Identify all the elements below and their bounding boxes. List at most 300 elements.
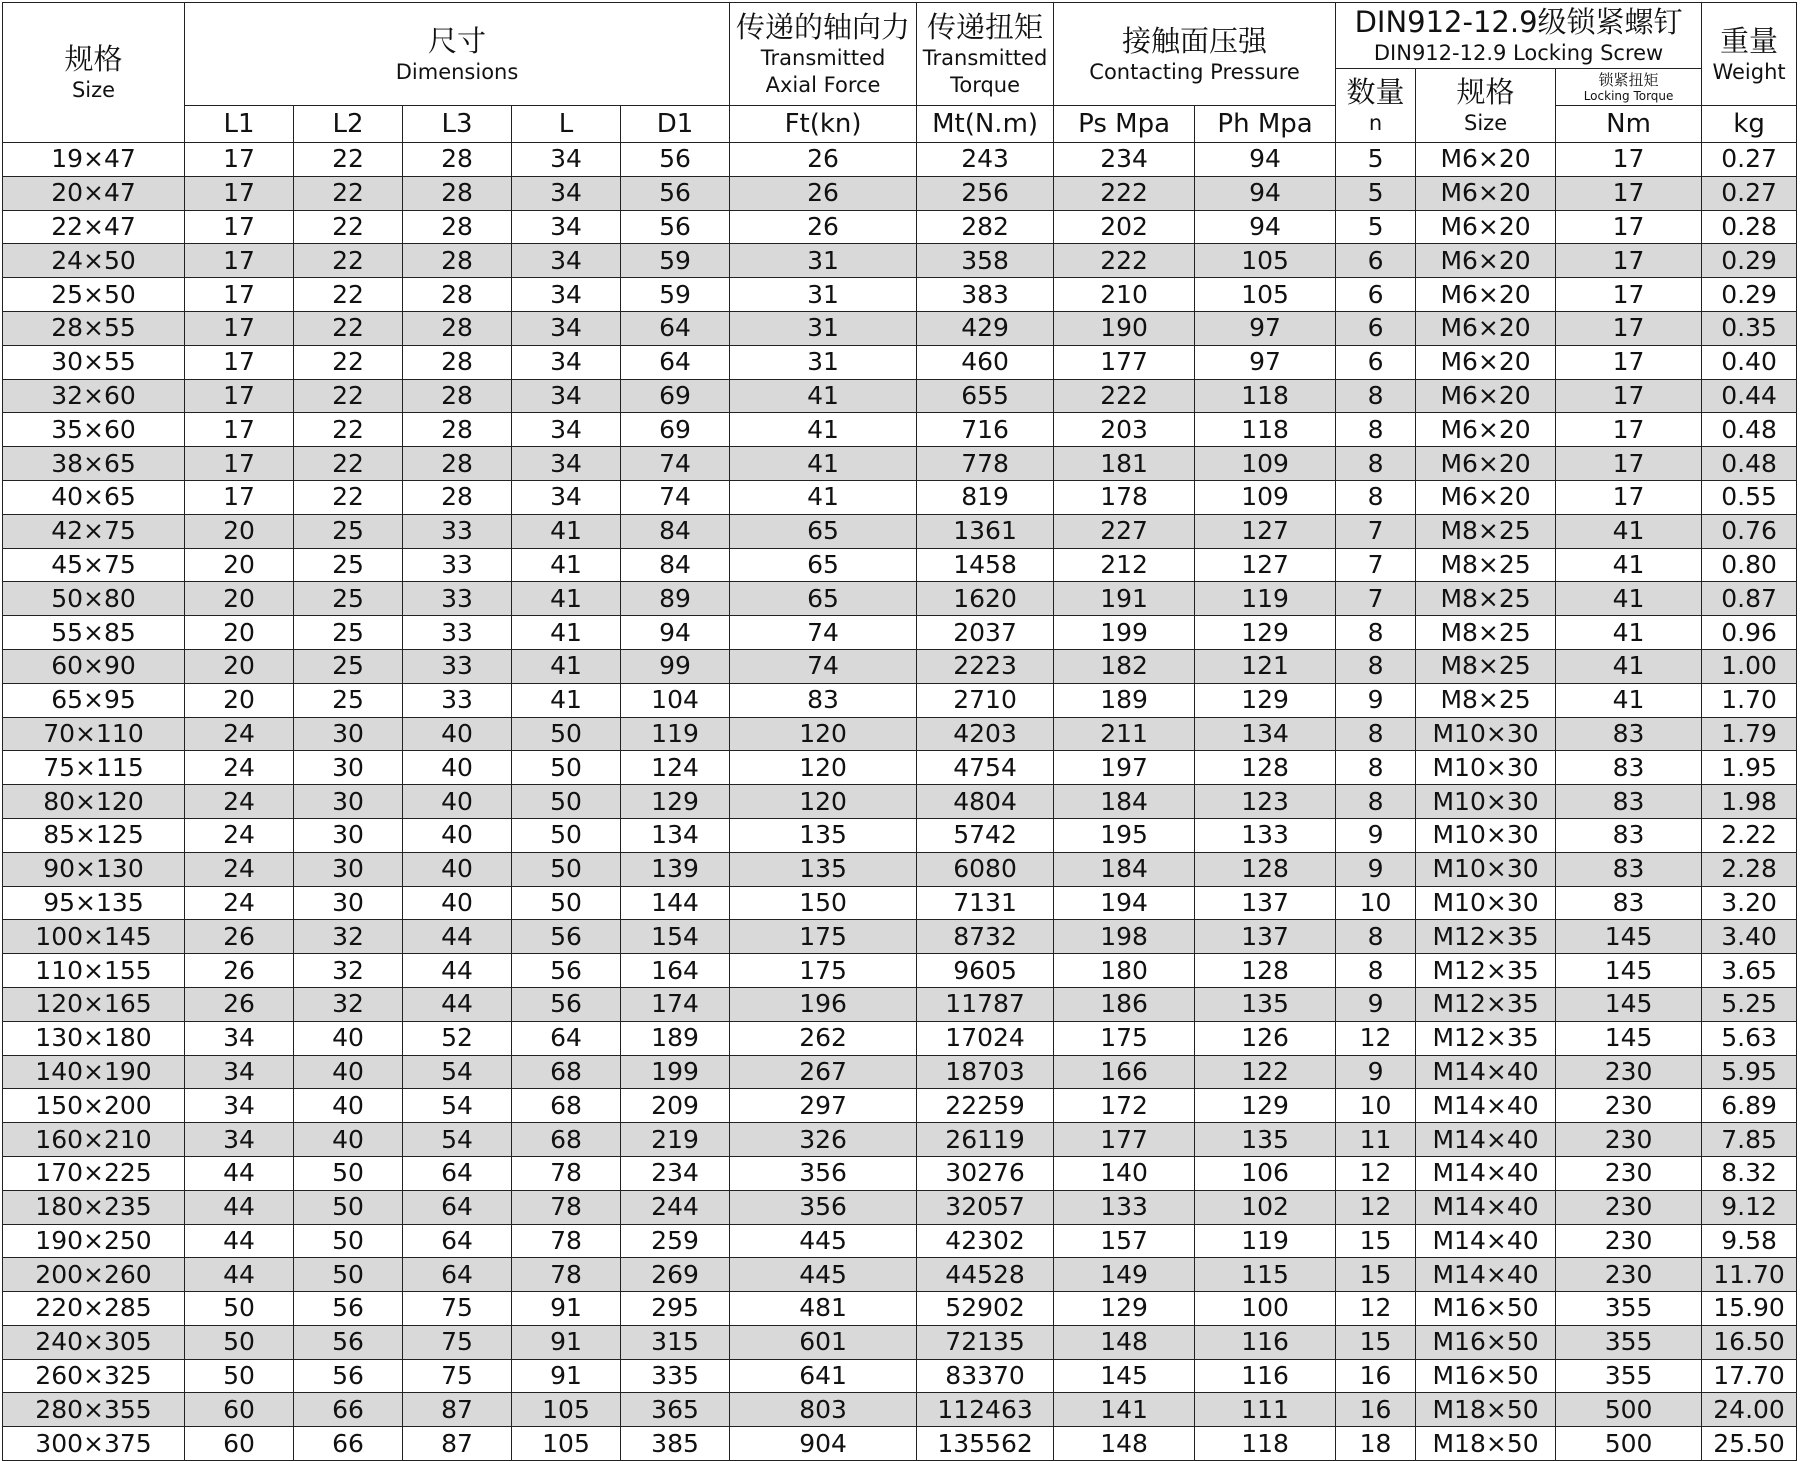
cell-l3: 28 bbox=[403, 379, 512, 413]
cell-d1: 134 bbox=[621, 818, 730, 852]
cell-d1: 64 bbox=[621, 345, 730, 379]
cell-l3: 28 bbox=[403, 278, 512, 312]
cell-kg: 9.58 bbox=[1702, 1224, 1797, 1258]
cell-ft: 65 bbox=[730, 514, 917, 548]
cell-ft: 297 bbox=[730, 1089, 917, 1123]
cell-screw-size: M14×40 bbox=[1416, 1190, 1556, 1224]
cell-d1: 189 bbox=[621, 1021, 730, 1055]
header-dimensions bbox=[185, 3, 730, 106]
cell-l3: 28 bbox=[403, 244, 512, 278]
cell-ps: 210 bbox=[1054, 278, 1195, 312]
cell-l1: 24 bbox=[185, 717, 294, 751]
cell-l2: 56 bbox=[294, 1292, 403, 1326]
cell-n: 8 bbox=[1336, 616, 1416, 650]
cell-size: 200×260 bbox=[3, 1258, 185, 1292]
cell-size: 20×47 bbox=[3, 176, 185, 210]
cell-nm: 41 bbox=[1556, 582, 1702, 616]
table-row bbox=[3, 954, 1797, 988]
cell-ph: 111 bbox=[1195, 1393, 1336, 1427]
cell-nm: 230 bbox=[1556, 1123, 1702, 1157]
cell-nm: 17 bbox=[1556, 210, 1702, 244]
cell-screw-size: M12×35 bbox=[1416, 920, 1556, 954]
cell-kg: 25.50 bbox=[1702, 1427, 1797, 1461]
cell-kg: 16.50 bbox=[1702, 1325, 1797, 1359]
cell-ph: 129 bbox=[1195, 616, 1336, 650]
cell-nm: 230 bbox=[1556, 1089, 1702, 1123]
cell-l1: 24 bbox=[185, 785, 294, 819]
cell-l2: 50 bbox=[294, 1258, 403, 1292]
cell-l2: 50 bbox=[294, 1156, 403, 1190]
cell-n: 9 bbox=[1336, 987, 1416, 1021]
cell-l: 56 bbox=[512, 987, 621, 1021]
cell-ps: 184 bbox=[1054, 785, 1195, 819]
cell-kg: 11.70 bbox=[1702, 1258, 1797, 1292]
cell-d1: 119 bbox=[621, 717, 730, 751]
cell-l2: 30 bbox=[294, 717, 403, 751]
cell-l2: 25 bbox=[294, 649, 403, 683]
cell-l1: 17 bbox=[185, 143, 294, 177]
cell-size: 300×375 bbox=[3, 1427, 185, 1461]
cell-n: 8 bbox=[1336, 379, 1416, 413]
cell-ft: 120 bbox=[730, 751, 917, 785]
cell-kg: 1.98 bbox=[1702, 785, 1797, 819]
cell-screw-size: M14×40 bbox=[1416, 1156, 1556, 1190]
cell-d1: 94 bbox=[621, 616, 730, 650]
cell-size: 22×47 bbox=[3, 210, 185, 244]
cell-mt: 256 bbox=[917, 176, 1054, 210]
cell-ft: 601 bbox=[730, 1325, 917, 1359]
cell-size: 180×235 bbox=[3, 1190, 185, 1224]
cell-kg: 0.48 bbox=[1702, 447, 1797, 481]
header-screw-size bbox=[1416, 69, 1556, 143]
cell-ft: 120 bbox=[730, 717, 917, 751]
cell-kg: 0.27 bbox=[1702, 143, 1797, 177]
cell-nm: 17 bbox=[1556, 278, 1702, 312]
cell-n: 5 bbox=[1336, 210, 1416, 244]
cell-ph: 118 bbox=[1195, 413, 1336, 447]
cell-l2: 22 bbox=[294, 413, 403, 447]
header-screw-torque bbox=[1556, 69, 1702, 106]
unit-l: L bbox=[512, 106, 621, 143]
cell-d1: 174 bbox=[621, 987, 730, 1021]
cell-screw-size: M6×20 bbox=[1416, 413, 1556, 447]
cell-l: 41 bbox=[512, 514, 621, 548]
cell-ft: 65 bbox=[730, 582, 917, 616]
cell-nm: 83 bbox=[1556, 751, 1702, 785]
cell-ft: 65 bbox=[730, 548, 917, 582]
cell-d1: 69 bbox=[621, 413, 730, 447]
table-row bbox=[3, 1292, 1797, 1326]
cell-l: 41 bbox=[512, 548, 621, 582]
cell-nm: 83 bbox=[1556, 785, 1702, 819]
cell-l2: 22 bbox=[294, 480, 403, 514]
cell-l2: 32 bbox=[294, 987, 403, 1021]
cell-kg: 1.70 bbox=[1702, 683, 1797, 717]
cell-ps: 202 bbox=[1054, 210, 1195, 244]
cell-l2: 22 bbox=[294, 379, 403, 413]
cell-screw-size: M14×40 bbox=[1416, 1055, 1556, 1089]
cell-l1: 34 bbox=[185, 1055, 294, 1089]
cell-ph: 109 bbox=[1195, 480, 1336, 514]
cell-kg: 8.32 bbox=[1702, 1156, 1797, 1190]
header-torque-en1: Transmitted bbox=[922, 46, 1048, 70]
cell-l2: 32 bbox=[294, 954, 403, 988]
cell-ph: 100 bbox=[1195, 1292, 1336, 1326]
cell-kg: 0.48 bbox=[1702, 413, 1797, 447]
cell-ps: 199 bbox=[1054, 616, 1195, 650]
cell-l2: 66 bbox=[294, 1393, 403, 1427]
cell-l3: 40 bbox=[403, 717, 512, 751]
cell-d1: 295 bbox=[621, 1292, 730, 1326]
table-row bbox=[3, 616, 1797, 650]
cell-nm: 41 bbox=[1556, 514, 1702, 548]
cell-ps: 177 bbox=[1054, 345, 1195, 379]
cell-size: 150×200 bbox=[3, 1089, 185, 1123]
cell-d1: 124 bbox=[621, 751, 730, 785]
cell-mt: 1361 bbox=[917, 514, 1054, 548]
cell-size: 50×80 bbox=[3, 582, 185, 616]
cell-screw-size: M18×50 bbox=[1416, 1427, 1556, 1461]
cell-screw-size: M8×25 bbox=[1416, 548, 1556, 582]
cell-size: 280×355 bbox=[3, 1393, 185, 1427]
cell-l3: 64 bbox=[403, 1156, 512, 1190]
cell-mt: 18703 bbox=[917, 1055, 1054, 1089]
table-row bbox=[3, 1021, 1797, 1055]
cell-kg: 3.65 bbox=[1702, 954, 1797, 988]
unit-ph: Ph Mpa bbox=[1195, 106, 1336, 143]
cell-l3: 33 bbox=[403, 616, 512, 650]
cell-d1: 59 bbox=[621, 278, 730, 312]
cell-size: 28×55 bbox=[3, 311, 185, 345]
cell-screw-size: M10×30 bbox=[1416, 751, 1556, 785]
cell-size: 42×75 bbox=[3, 514, 185, 548]
cell-l2: 25 bbox=[294, 548, 403, 582]
cell-ph: 94 bbox=[1195, 143, 1336, 177]
unit-ft: Ft(kn) bbox=[730, 106, 917, 143]
cell-ps: 222 bbox=[1054, 244, 1195, 278]
cell-l2: 30 bbox=[294, 886, 403, 920]
cell-ps: 191 bbox=[1054, 582, 1195, 616]
cell-mt: 72135 bbox=[917, 1325, 1054, 1359]
cell-l2: 22 bbox=[294, 244, 403, 278]
cell-nm: 41 bbox=[1556, 616, 1702, 650]
cell-size: 95×135 bbox=[3, 886, 185, 920]
cell-kg: 1.00 bbox=[1702, 649, 1797, 683]
table-row bbox=[3, 413, 1797, 447]
cell-ft: 803 bbox=[730, 1393, 917, 1427]
cell-size: 38×65 bbox=[3, 447, 185, 481]
cell-mt: 30276 bbox=[917, 1156, 1054, 1190]
cell-size: 170×225 bbox=[3, 1156, 185, 1190]
cell-l1: 17 bbox=[185, 345, 294, 379]
cell-n: 8 bbox=[1336, 785, 1416, 819]
cell-l1: 17 bbox=[185, 413, 294, 447]
cell-kg: 0.27 bbox=[1702, 176, 1797, 210]
cell-screw-size: M10×30 bbox=[1416, 717, 1556, 751]
cell-kg: 0.40 bbox=[1702, 345, 1797, 379]
cell-l3: 28 bbox=[403, 480, 512, 514]
cell-n: 8 bbox=[1336, 751, 1416, 785]
cell-l3: 33 bbox=[403, 649, 512, 683]
cell-size: 80×120 bbox=[3, 785, 185, 819]
cell-mt: 282 bbox=[917, 210, 1054, 244]
cell-ft: 41 bbox=[730, 379, 917, 413]
table-row bbox=[3, 1359, 1797, 1393]
cell-ft: 175 bbox=[730, 954, 917, 988]
cell-l1: 50 bbox=[185, 1325, 294, 1359]
cell-ps: 149 bbox=[1054, 1258, 1195, 1292]
cell-l3: 40 bbox=[403, 852, 512, 886]
header-weight-en: Weight bbox=[1712, 59, 1786, 84]
header-pressure-cn: 接触面压强 bbox=[1122, 23, 1268, 58]
cell-size: 120×165 bbox=[3, 987, 185, 1021]
cell-n: 5 bbox=[1336, 176, 1416, 210]
cell-n: 11 bbox=[1336, 1123, 1416, 1157]
cell-kg: 2.22 bbox=[1702, 818, 1797, 852]
cell-screw-size: M6×20 bbox=[1416, 311, 1556, 345]
cell-nm: 230 bbox=[1556, 1190, 1702, 1224]
cell-size: 30×55 bbox=[3, 345, 185, 379]
cell-ph: 106 bbox=[1195, 1156, 1336, 1190]
cell-mt: 44528 bbox=[917, 1258, 1054, 1292]
cell-screw-size: M14×40 bbox=[1416, 1089, 1556, 1123]
cell-kg: 0.29 bbox=[1702, 244, 1797, 278]
cell-l2: 50 bbox=[294, 1224, 403, 1258]
cell-ps: 212 bbox=[1054, 548, 1195, 582]
cell-ps: 211 bbox=[1054, 717, 1195, 751]
cell-l: 50 bbox=[512, 785, 621, 819]
cell-l: 34 bbox=[512, 480, 621, 514]
cell-n: 10 bbox=[1336, 1089, 1416, 1123]
cell-d1: 139 bbox=[621, 852, 730, 886]
cell-nm: 145 bbox=[1556, 954, 1702, 988]
cell-l1: 17 bbox=[185, 480, 294, 514]
cell-mt: 8732 bbox=[917, 920, 1054, 954]
cell-l1: 20 bbox=[185, 683, 294, 717]
cell-l: 50 bbox=[512, 818, 621, 852]
cell-l1: 24 bbox=[185, 886, 294, 920]
cell-ft: 481 bbox=[730, 1292, 917, 1326]
cell-kg: 0.76 bbox=[1702, 514, 1797, 548]
cell-d1: 89 bbox=[621, 582, 730, 616]
cell-l: 41 bbox=[512, 649, 621, 683]
cell-n: 16 bbox=[1336, 1393, 1416, 1427]
cell-d1: 84 bbox=[621, 548, 730, 582]
cell-mt: 2710 bbox=[917, 683, 1054, 717]
cell-l1: 24 bbox=[185, 852, 294, 886]
cell-n: 8 bbox=[1336, 649, 1416, 683]
cell-nm: 17 bbox=[1556, 413, 1702, 447]
cell-nm: 145 bbox=[1556, 1021, 1702, 1055]
cell-d1: 84 bbox=[621, 514, 730, 548]
table-row bbox=[3, 1258, 1797, 1292]
cell-ft: 267 bbox=[730, 1055, 917, 1089]
cell-screw-size: M18×50 bbox=[1416, 1393, 1556, 1427]
cell-ph: 135 bbox=[1195, 987, 1336, 1021]
cell-n: 16 bbox=[1336, 1359, 1416, 1393]
cell-l2: 30 bbox=[294, 785, 403, 819]
cell-kg: 0.29 bbox=[1702, 278, 1797, 312]
cell-l2: 22 bbox=[294, 345, 403, 379]
table-row bbox=[3, 1427, 1797, 1461]
cell-ps: 198 bbox=[1054, 920, 1195, 954]
table-row bbox=[3, 176, 1797, 210]
cell-mt: 32057 bbox=[917, 1190, 1054, 1224]
cell-l2: 30 bbox=[294, 751, 403, 785]
cell-d1: 259 bbox=[621, 1224, 730, 1258]
cell-ps: 133 bbox=[1054, 1190, 1195, 1224]
cell-size: 90×130 bbox=[3, 852, 185, 886]
cell-ps: 195 bbox=[1054, 818, 1195, 852]
cell-d1: 56 bbox=[621, 176, 730, 210]
cell-screw-size: M8×25 bbox=[1416, 514, 1556, 548]
cell-mt: 17024 bbox=[917, 1021, 1054, 1055]
cell-nm: 41 bbox=[1556, 649, 1702, 683]
cell-ft: 26 bbox=[730, 176, 917, 210]
spec-table bbox=[2, 2, 1797, 1461]
cell-l1: 17 bbox=[185, 278, 294, 312]
cell-mt: 383 bbox=[917, 278, 1054, 312]
table-row bbox=[3, 852, 1797, 886]
cell-size: 85×125 bbox=[3, 818, 185, 852]
cell-ft: 41 bbox=[730, 413, 917, 447]
cell-l3: 44 bbox=[403, 987, 512, 1021]
cell-screw-size: M12×35 bbox=[1416, 987, 1556, 1021]
cell-size: 19×47 bbox=[3, 143, 185, 177]
cell-ps: 172 bbox=[1054, 1089, 1195, 1123]
cell-l1: 50 bbox=[185, 1292, 294, 1326]
cell-l1: 44 bbox=[185, 1156, 294, 1190]
header-axial-force-en1: Transmitted bbox=[760, 46, 886, 70]
cell-mt: 2037 bbox=[917, 616, 1054, 650]
cell-ph: 116 bbox=[1195, 1325, 1336, 1359]
header-axial-force-en2: Axial Force bbox=[765, 73, 881, 97]
cell-nm: 145 bbox=[1556, 920, 1702, 954]
cell-l: 91 bbox=[512, 1359, 621, 1393]
cell-mt: 1620 bbox=[917, 582, 1054, 616]
table-row bbox=[3, 785, 1797, 819]
cell-l2: 25 bbox=[294, 582, 403, 616]
cell-l3: 75 bbox=[403, 1325, 512, 1359]
cell-screw-size: M8×25 bbox=[1416, 582, 1556, 616]
cell-ph: 128 bbox=[1195, 852, 1336, 886]
cell-ps: 166 bbox=[1054, 1055, 1195, 1089]
header-size-en: Size bbox=[71, 78, 116, 102]
cell-l3: 33 bbox=[403, 548, 512, 582]
header-torque-cn: 传递扭矩 bbox=[927, 10, 1044, 44]
header-screw-count-en: n bbox=[1368, 111, 1383, 135]
cell-nm: 500 bbox=[1556, 1427, 1702, 1461]
cell-l1: 17 bbox=[185, 210, 294, 244]
cell-mt: 716 bbox=[917, 413, 1054, 447]
table-row bbox=[3, 920, 1797, 954]
cell-screw-size: M6×20 bbox=[1416, 176, 1556, 210]
cell-ph: 118 bbox=[1195, 1427, 1336, 1461]
cell-ps: 181 bbox=[1054, 447, 1195, 481]
cell-l1: 60 bbox=[185, 1393, 294, 1427]
cell-ft: 31 bbox=[730, 311, 917, 345]
cell-ph: 116 bbox=[1195, 1359, 1336, 1393]
cell-l3: 44 bbox=[403, 920, 512, 954]
table-row bbox=[3, 480, 1797, 514]
cell-d1: 74 bbox=[621, 480, 730, 514]
cell-l1: 44 bbox=[185, 1224, 294, 1258]
cell-nm: 145 bbox=[1556, 987, 1702, 1021]
cell-screw-size: M6×20 bbox=[1416, 480, 1556, 514]
cell-l3: 87 bbox=[403, 1427, 512, 1461]
table-row bbox=[3, 1190, 1797, 1224]
cell-ps: 184 bbox=[1054, 852, 1195, 886]
cell-n: 7 bbox=[1336, 514, 1416, 548]
unit-kg: kg bbox=[1702, 106, 1797, 143]
cell-ps: 197 bbox=[1054, 751, 1195, 785]
cell-mt: 358 bbox=[917, 244, 1054, 278]
cell-l3: 40 bbox=[403, 818, 512, 852]
cell-ps: 178 bbox=[1054, 480, 1195, 514]
cell-l: 91 bbox=[512, 1292, 621, 1326]
cell-n: 6 bbox=[1336, 311, 1416, 345]
cell-size: 160×210 bbox=[3, 1123, 185, 1157]
cell-mt: 4804 bbox=[917, 785, 1054, 819]
cell-l: 34 bbox=[512, 143, 621, 177]
cell-ph: 109 bbox=[1195, 447, 1336, 481]
cell-ph: 94 bbox=[1195, 210, 1336, 244]
header-axial-force-cn: 传递的轴向力 bbox=[736, 10, 911, 44]
cell-kg: 9.12 bbox=[1702, 1190, 1797, 1224]
cell-mt: 112463 bbox=[917, 1393, 1054, 1427]
header-screw-cn: DIN912-12.9级锁紧螺钉 bbox=[1354, 5, 1683, 39]
cell-l3: 54 bbox=[403, 1089, 512, 1123]
cell-l3: 52 bbox=[403, 1021, 512, 1055]
header-torque-en2: Torque bbox=[950, 73, 1021, 97]
cell-n: 8 bbox=[1336, 920, 1416, 954]
cell-d1: 59 bbox=[621, 244, 730, 278]
cell-l: 34 bbox=[512, 311, 621, 345]
cell-l2: 56 bbox=[294, 1325, 403, 1359]
cell-d1: 104 bbox=[621, 683, 730, 717]
cell-size: 75×115 bbox=[3, 751, 185, 785]
cell-l2: 25 bbox=[294, 616, 403, 650]
cell-nm: 355 bbox=[1556, 1292, 1702, 1326]
cell-l: 41 bbox=[512, 582, 621, 616]
cell-ph: 97 bbox=[1195, 345, 1336, 379]
cell-mt: 4754 bbox=[917, 751, 1054, 785]
header-axial-force bbox=[730, 3, 917, 106]
cell-l: 68 bbox=[512, 1089, 621, 1123]
cell-ph: 121 bbox=[1195, 649, 1336, 683]
cell-l: 78 bbox=[512, 1224, 621, 1258]
cell-l2: 22 bbox=[294, 278, 403, 312]
cell-kg: 5.95 bbox=[1702, 1055, 1797, 1089]
header-screw-torque-cn: 锁紧扭矩 bbox=[1598, 70, 1659, 89]
cell-nm: 230 bbox=[1556, 1055, 1702, 1089]
cell-l1: 17 bbox=[185, 447, 294, 481]
cell-n: 8 bbox=[1336, 413, 1416, 447]
table-row bbox=[3, 683, 1797, 717]
cell-nm: 17 bbox=[1556, 345, 1702, 379]
cell-ph: 134 bbox=[1195, 717, 1336, 751]
cell-l: 105 bbox=[512, 1427, 621, 1461]
header-torque bbox=[917, 3, 1054, 106]
cell-d1: 199 bbox=[621, 1055, 730, 1089]
cell-kg: 2.28 bbox=[1702, 852, 1797, 886]
cell-l: 34 bbox=[512, 379, 621, 413]
cell-ps: 222 bbox=[1054, 176, 1195, 210]
cell-ph: 105 bbox=[1195, 244, 1336, 278]
cell-l3: 28 bbox=[403, 311, 512, 345]
cell-kg: 0.28 bbox=[1702, 210, 1797, 244]
cell-n: 6 bbox=[1336, 345, 1416, 379]
